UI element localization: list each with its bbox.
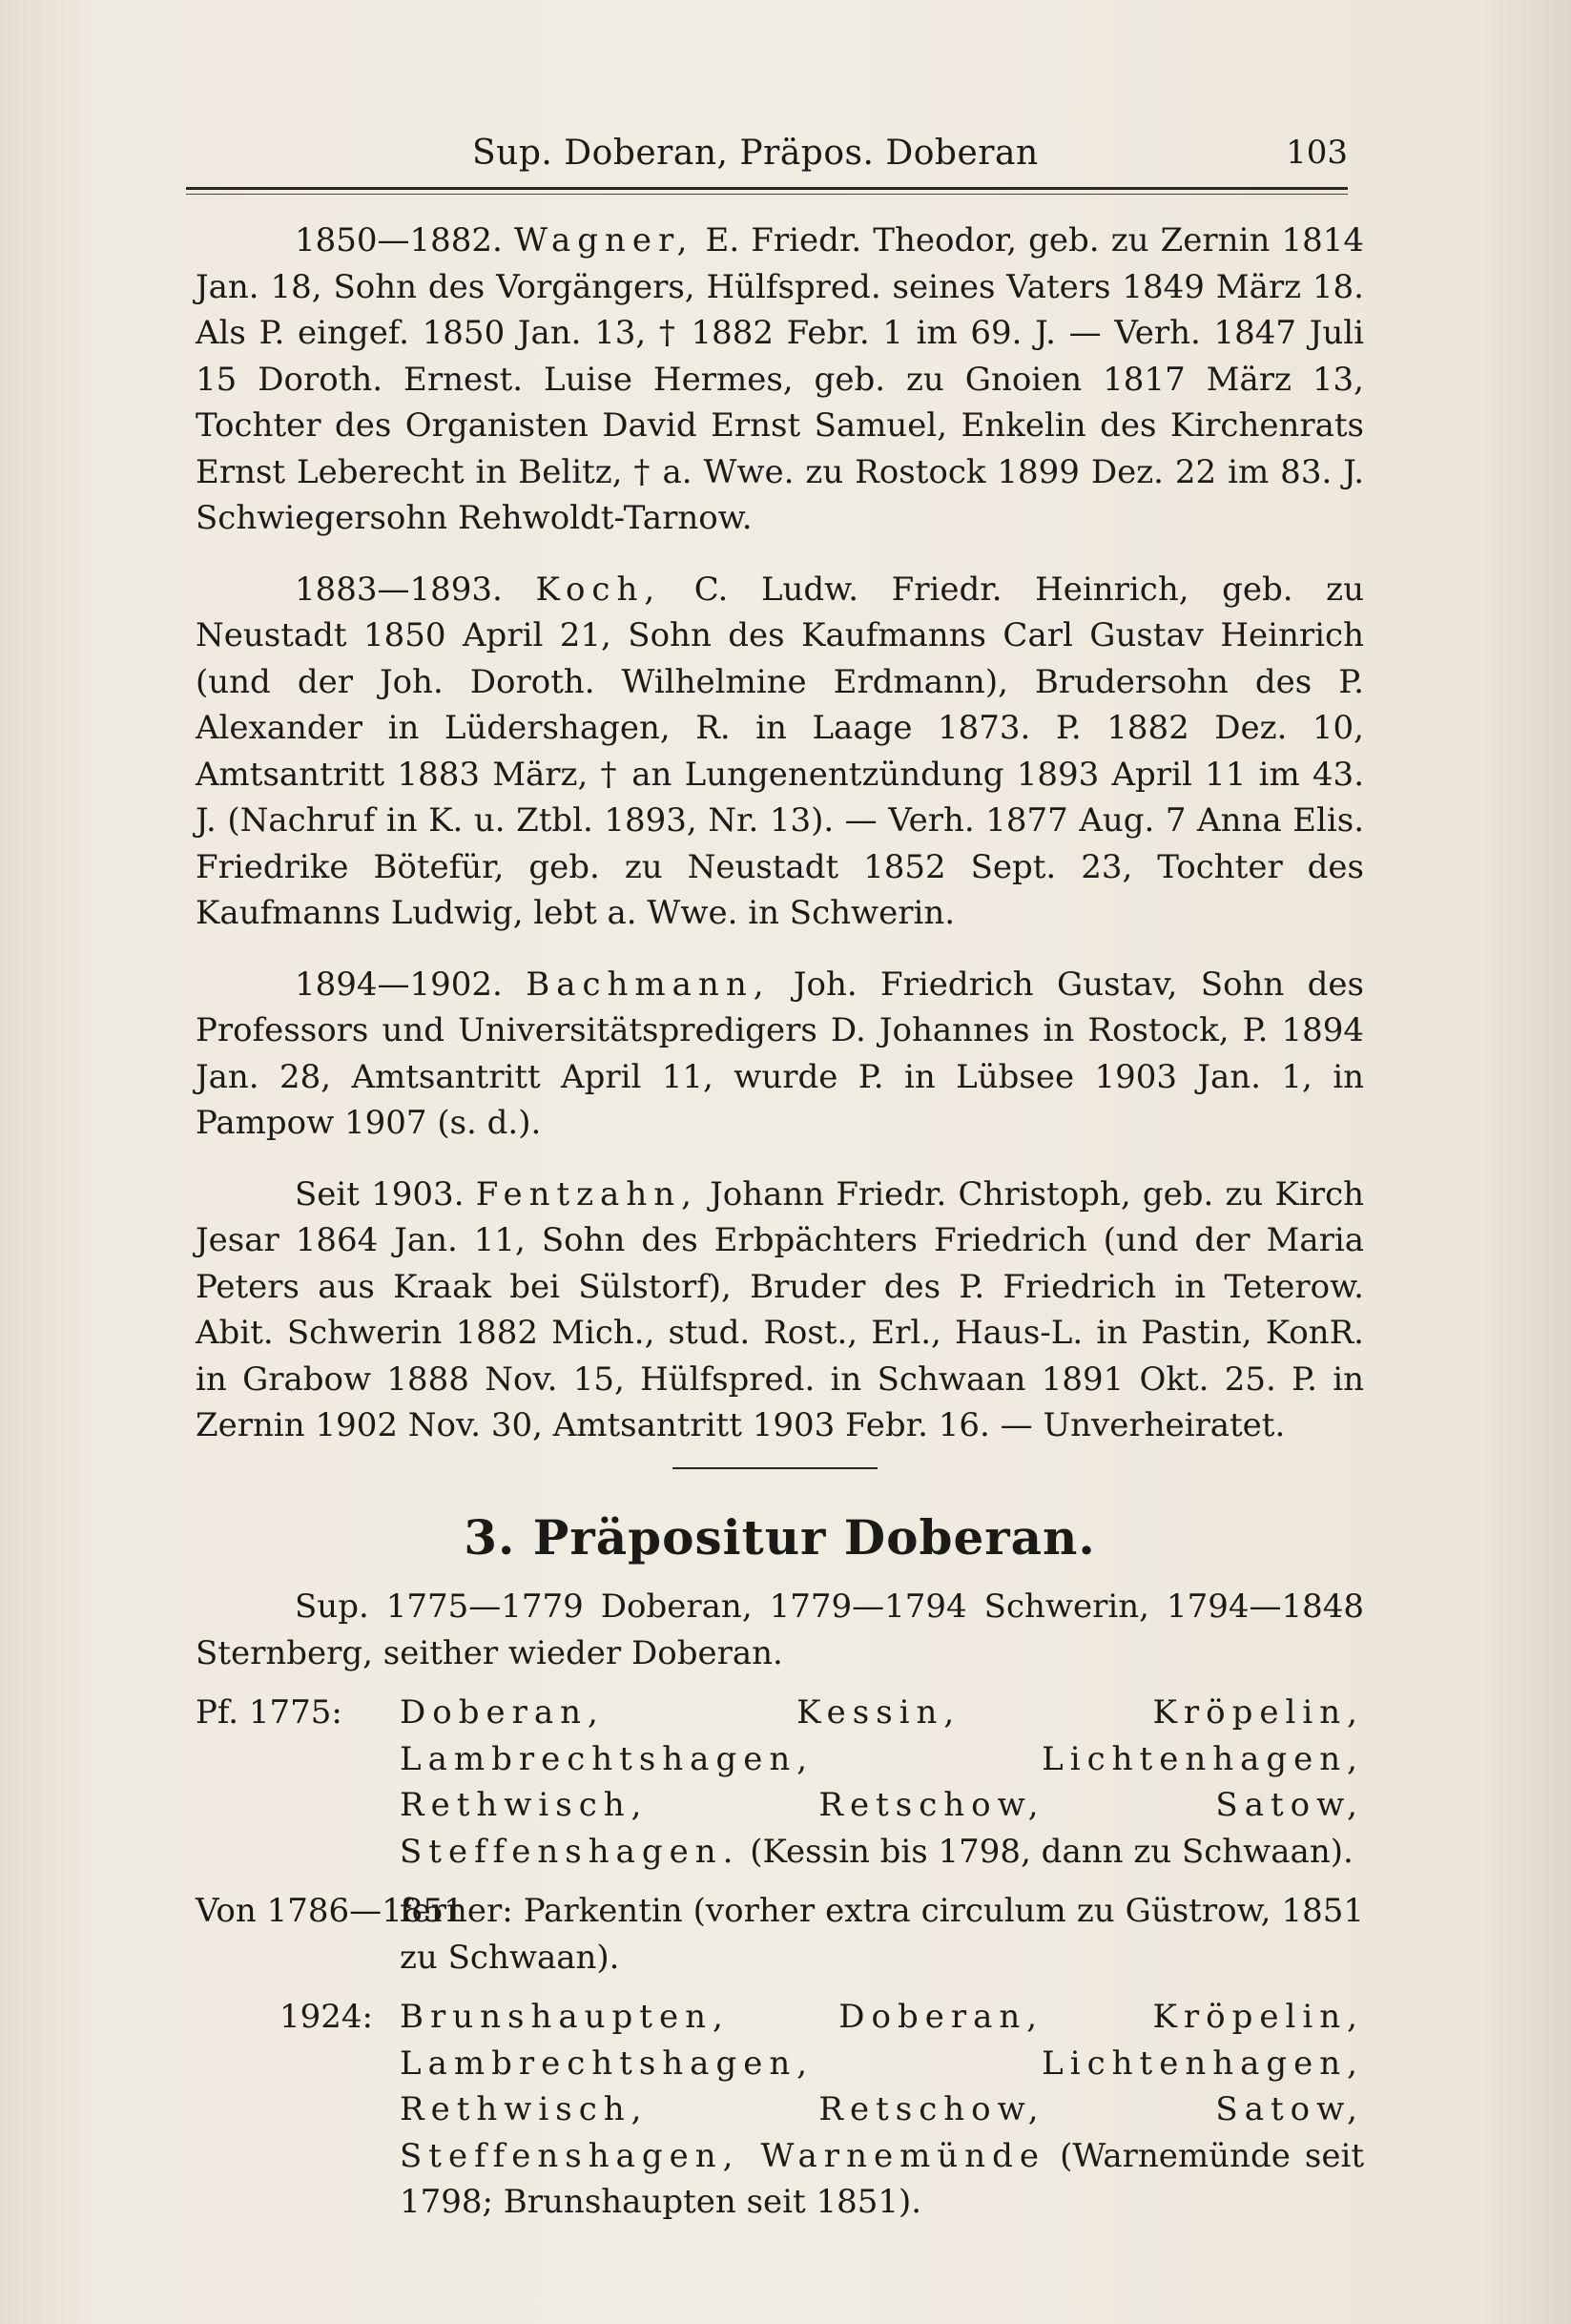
pastor-entry	[196, 1172, 1364, 1449]
parishes-1775	[196, 1690, 1364, 1875]
pf-label: Pf.	[196, 1693, 239, 1732]
entry-text: C. Ludw. Friedr. Heinrich, geb. zu Neustadt 1850 April 21, Sohn des Kaufmanns Carl Gustav Heinrich (und der Joh. Doroth. Wilhelmine Erdmann), Brudersohn des P. Alexander in Lüdershagen, R. in Laage 1873. P. 1882 Dez. 10, Amtsantritt 1883 März, † an Lungenentzündung 1893 April 11 im 43. J. (Nachruf in K. u. Ztbl. 1893, Nr. 13). — Verh. 1877 Aug. 7 Anna Elis. Friedrike Bötefür, geb. zu Neustadt 1852 Sept. 23, Tochter des Kaufmanns Ludwig, lebt a. Wwe. in Schwerin.	[196, 570, 1364, 932]
page-number: 103	[1286, 134, 1348, 172]
parishes-tag	[196, 1690, 342, 1736]
running-head: Sup. Doberan, Präpos. Doberan	[472, 134, 1039, 173]
header-rule	[186, 187, 1348, 190]
section-body	[196, 1584, 1364, 2239]
page-header	[186, 134, 1348, 181]
pastor-entry	[196, 218, 1364, 542]
section-title: 3. Präpositur Doberan.	[464, 1509, 1096, 1566]
parishes-list: Brunshaupten, Doberan, Kröpelin, Lambrechtshagen, Lichtenhagen, Rethwisch, Retschow, Satow, Steffenshagen, Warnemünde	[400, 1998, 1364, 2175]
entry-years: 1894—1902.	[295, 965, 503, 1004]
entry-years: 1850—1882.	[295, 221, 503, 259]
entry-name: Wagner,	[514, 221, 694, 259]
parishes-note: (Kessin bis 1798, dann zu Schwaan).	[750, 1832, 1354, 1871]
period-text: ferner: Parkentin (vorher extra circulum zu Güstrow, 1851 zu Schwaan).	[400, 1892, 1364, 1977]
pastor-entry	[196, 962, 1364, 1147]
parishes-list: Doberan, Kessin, Kröpelin, Lambrechtshagen, Lichtenhagen, Rethwisch, Retschow, Satow, Steffenshagen.	[400, 1693, 1364, 1871]
entry-text: Johann Friedr. Christoph, geb. zu Kirch Jesar 1864 Jan. 11, Sohn des Erbpächters Friedrich (und der Maria Peters aus Kraak bei Sülstorf), Bruder des P. Friedrich in Teterow. Abit. Schwerin 1882 Mich., stud. Rost., Erl., Haus-L. in Pastin, KonR. in Grabow 1888 Nov. 15, Hülfspred. in Schwaan 1891 Okt. 25. P. in Zernin 1902 Nov. 30, Amtsantritt 1903 Febr. 16. — Unverheiratet.	[196, 1174, 1365, 1444]
entry-text: E. Friedr. Theodor, geb. zu Zernin 1814 Jan. 18, Sohn des Vorgängers, Hülfspred. seines Vaters 1849 März 18. Als P. eingef. 1850 Jan. 13, † 1882 Febr. 1 im 69. J. — Verh. 1847 Juli 15 Doroth. Ernest. Luise Hermes, geb. zu Gnoien 1817 März 13, Tochter des Organisten David Ernst Samuel, Enkelin des Kirchenrats Ernst Leberecht in Belitz, † a. Wwe. zu Rostock 1899 Dez. 22 im 83. J. Schwiegersohn Rehwoldt-Tarnow.	[196, 221, 1364, 537]
pastor-list	[196, 218, 1364, 1474]
section-divider	[672, 1467, 878, 1469]
entry-text: Joh. Friedrich Gustav, Sohn des Professors und Universitätspredigers D. Johannes in Rostock, P. 1894 Jan. 28, Amtsantritt April 11, wurde P. in Lübsee 1903 Jan. 1, in Pampow 1907 (s. d.).	[196, 965, 1364, 1142]
year-tag: 1924:	[279, 1998, 373, 2036]
parishes-note: (Warnemünde seit 1798; Brunshaupten seit 1851).	[400, 2136, 1365, 2221]
parishes-1924	[196, 1994, 1364, 2226]
entry-name: Koch,	[535, 570, 662, 609]
period-tag: Von 1786—1851	[196, 1892, 465, 1930]
parishes-1786	[196, 1888, 1364, 1981]
pf-year: 1775:	[248, 1693, 342, 1732]
entry-years: 1883—1893.	[295, 570, 503, 609]
header-rule-thin	[186, 194, 1348, 195]
entry-years: Seit 1903.	[295, 1174, 465, 1214]
superintendency-line: Sup. 1775—1779 Doberan, 1779—1794 Schwerin, 1794—1848 Sternberg, seither wieder Doberan.	[196, 1587, 1364, 1672]
pastor-entry	[196, 567, 1364, 937]
entry-name: Fentzahn,	[475, 1174, 698, 1214]
entry-name: Bachmann,	[526, 965, 771, 1004]
